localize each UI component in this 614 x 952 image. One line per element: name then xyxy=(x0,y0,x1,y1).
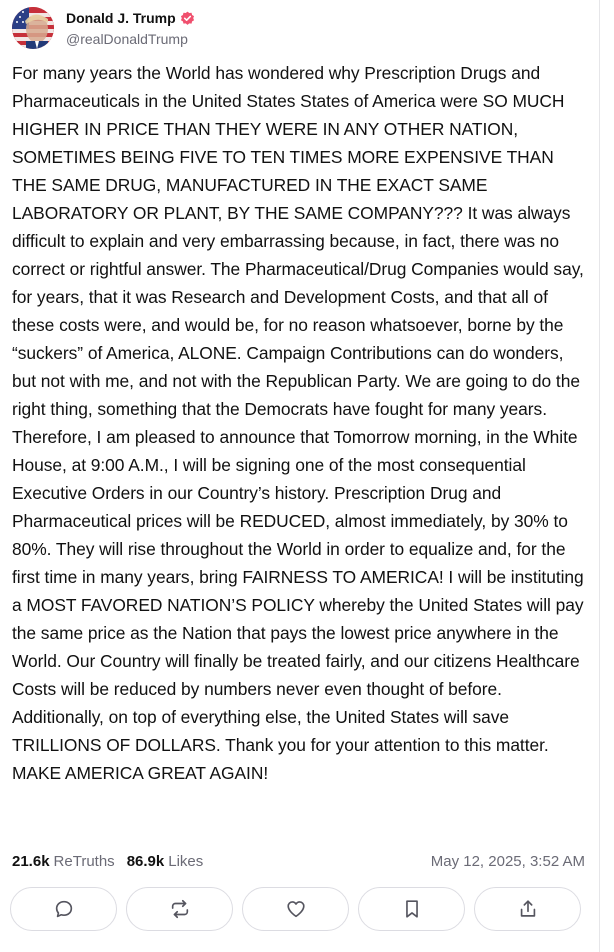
like-button[interactable] xyxy=(242,887,349,931)
reply-button[interactable] xyxy=(10,887,117,931)
repost-icon xyxy=(169,898,191,920)
heart-icon xyxy=(285,898,307,920)
likes-label[interactable]: Likes xyxy=(168,853,204,870)
comment-icon xyxy=(53,898,75,920)
avatar[interactable] xyxy=(12,7,54,49)
retruth-button[interactable] xyxy=(126,887,233,931)
likes-count[interactable]: 86.9k xyxy=(126,853,165,870)
post-header xyxy=(12,7,195,49)
post-timestamp[interactable]: May 12, 2025, 3:52 AM xyxy=(430,853,585,870)
display-name-row xyxy=(66,8,195,28)
post-stats xyxy=(12,851,203,873)
user-handle[interactable]: @realDonaldTrump xyxy=(66,31,188,47)
action-bar xyxy=(10,887,581,931)
share-icon xyxy=(517,898,539,920)
post-text: For many years the World has wondered why Prescription Drugs and Pharmaceuticals in the United States States of America were SO MUCH HIGHER IN PRICE THAN THEY WERE IN ANY OTHER NATION, SOMETIMES BEING FIVE TO TEN TIMES MORE EXPENSIVE THAN THE SAME DRUG, MANUFACTURED IN THE EXACT SAME LABORATORY OR PLANT, BY THE SAME COMPANY??? It was always difficult to explain and very embarrassing because, in fact, there was no correct or rightful answer. The Pharmaceutical/Drug Companies would say, for years, that it was Research and Development Costs, and that all of these costs were, and would be, for no reason whatsoever, borne by the “suckers” of America, ALONE. Campaign Contributions can do wonders, but not with me, and not with the Republican Party. We are going to do the right thing, something that the Democrats have fought for many years. Therefore, I am pleased to announce that Tomorrow morning, in the White House, at 9:00 A.M., I will be signing one of the most consequential Executive Orders in our Country’s history. Prescription Drug and Pharmaceutical prices will be REDUCED, almost immediately, by 30% to 80%. They will rise throughout the World in order to equalize and, for the first time in many years, bring FAIRNESS TO AMERICA! I will be instituting a MOST FAVORED NATION’S POLICY whereby the United States will pay the same price as the Nation that pays the lowest price anywhere in the World. Our Country will finally be treated fairly, and our citizens Healthcare Costs will be reduced by numbers never even thought of before. Additionally, on top of everything else, the United States will save TRILLIONS OF DOLLARS. Thank you for your attention to this matter. MAKE AMERICA GREAT AGAIN! xyxy=(12,63,584,783)
verified-badge-icon xyxy=(180,11,195,26)
retruths-count[interactable]: 21.6k xyxy=(12,853,50,870)
display-name[interactable]: Donald J. Trump xyxy=(66,10,176,26)
profile-photo-icon xyxy=(12,7,54,49)
author-names xyxy=(66,8,195,47)
bookmark-icon xyxy=(401,898,423,920)
share-button[interactable] xyxy=(474,887,581,931)
retruths-label[interactable]: ReTruths xyxy=(53,853,115,870)
bookmark-button[interactable] xyxy=(358,887,465,931)
